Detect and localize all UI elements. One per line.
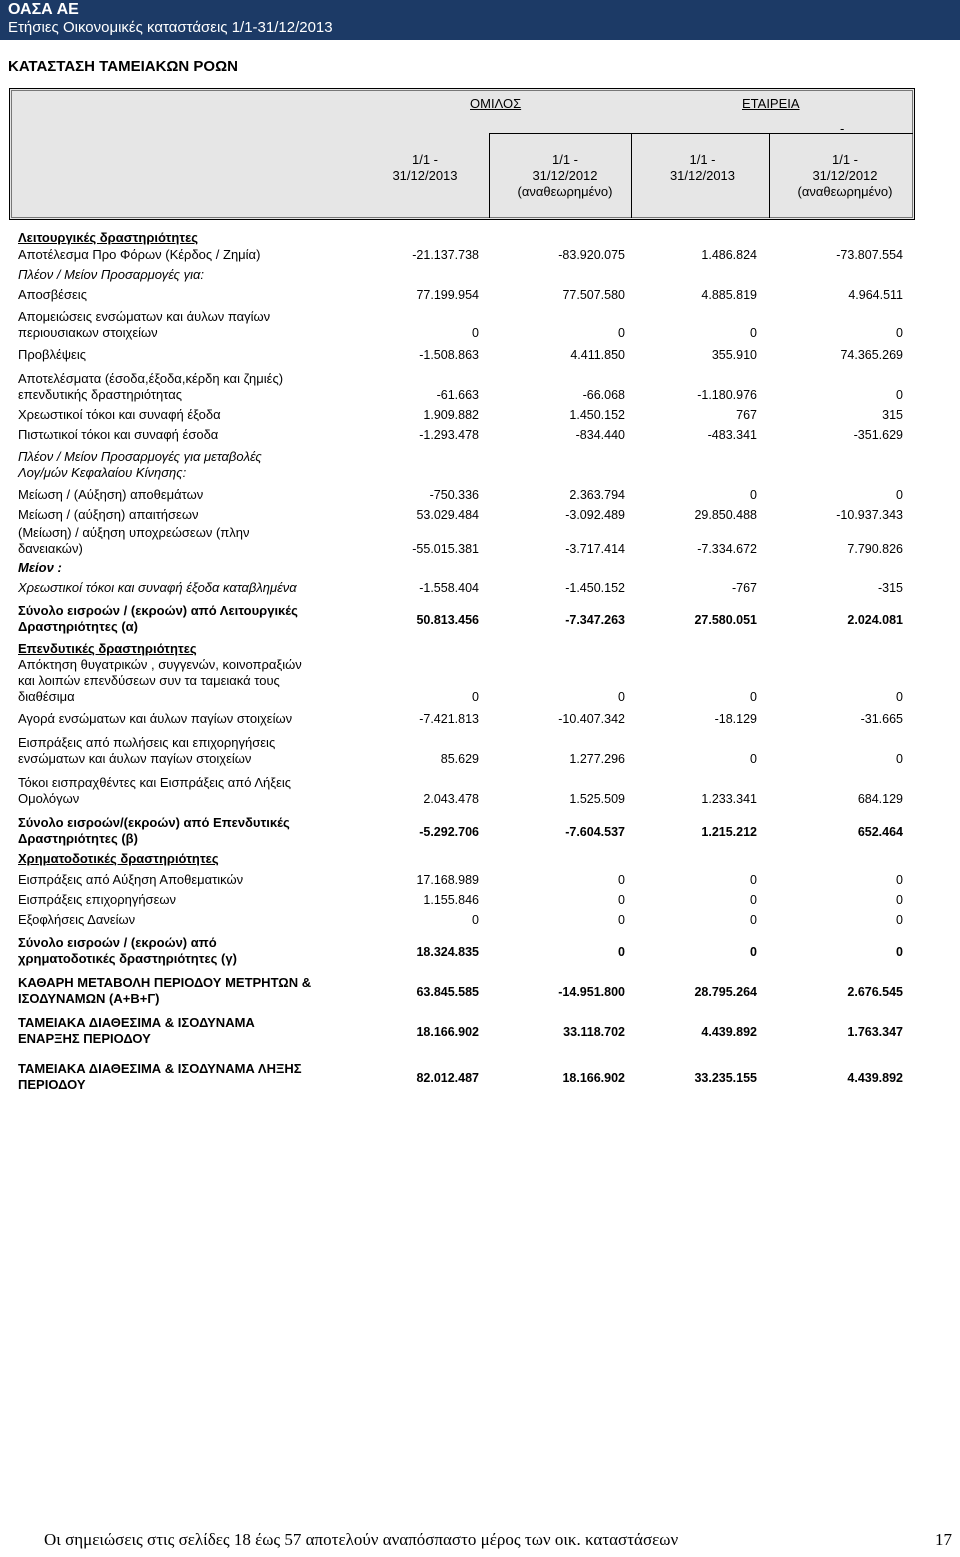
row-value: 4.411.850 bbox=[570, 348, 625, 362]
row-label bbox=[18, 1015, 255, 1047]
row-label-line: ΚΑΘΑΡΗ ΜΕΤΑΒΟΛΗ ΠΕΡΙΟΔΟΥ ΜΕΤΡΗΤΩΝ & bbox=[18, 975, 312, 990]
row-value: 7.790.826 bbox=[847, 542, 903, 556]
row-value: 0 bbox=[618, 893, 625, 907]
row-value: 0 bbox=[896, 326, 903, 340]
row-value: 85.629 bbox=[440, 752, 479, 766]
row-label bbox=[18, 407, 221, 423]
row-value: 4.964.511 bbox=[848, 288, 903, 302]
row-label-line: Χρεωστικοί τόκοι και συναφή έξοδα καταβλημένα bbox=[18, 580, 297, 595]
row-label-line: Προβλέψεις bbox=[18, 347, 87, 362]
row-value: -14.951.800 bbox=[558, 985, 625, 999]
row-value: 1.525.509 bbox=[569, 792, 625, 806]
row-value: 1.909.882 bbox=[423, 408, 479, 422]
row-value: -7.421.813 bbox=[419, 712, 479, 726]
group-header-company: ΕΤΑΙΡΕΙΑ bbox=[742, 96, 800, 111]
row-value: -3.717.414 bbox=[565, 542, 625, 556]
row-label bbox=[18, 872, 243, 888]
row-value: 767 bbox=[736, 408, 757, 422]
row-value: -750.336 bbox=[429, 488, 479, 502]
row-value: -1.450.152 bbox=[565, 581, 625, 595]
column-header-line: 31/12/2012 bbox=[812, 168, 878, 183]
row-value: 33.235.155 bbox=[694, 1071, 757, 1085]
report-subtitle: Ετήσιες Οικονομικές καταστάσεις 1/1-31/12/2013 bbox=[8, 19, 333, 36]
row-label-line: Αγορά ενσώματων και άυλων παγίων στοιχείων bbox=[18, 711, 293, 726]
column-header-2 bbox=[500, 152, 630, 200]
section-title: ΚΑΤΑΣΤΑΣΗ ΤΑΜΕΙΑΚΩΝ ΡΟΩΝ bbox=[8, 58, 238, 75]
row-value: 0 bbox=[618, 913, 625, 927]
row-value: 0 bbox=[896, 388, 903, 402]
row-label-line: Πλέον / Μείον Προσαρμογές για μεταβολές bbox=[18, 449, 262, 464]
row-label bbox=[18, 247, 260, 263]
row-label-line: επενδυτικής δραστηριότητας bbox=[18, 387, 182, 402]
row-value: 0 bbox=[618, 690, 625, 704]
row-label-line: ΙΣΟΔΥΝΑΜΩΝ (Α+Β+Γ) bbox=[18, 991, 160, 1006]
row-label-line: ΤΑΜΕΙΑΚΑ ΔΙΑΘΕΣΙΜΑ & ΙΣΟΔΥΝΑΜΑ ΛΗΞΗΣ bbox=[18, 1061, 302, 1076]
row-label-line: Δραστηριότητες (α) bbox=[18, 619, 138, 634]
row-label-line: Εισπράξεις επιχορηγήσεων bbox=[18, 892, 177, 907]
header-col-divider bbox=[489, 133, 490, 218]
row-value: -767 bbox=[731, 581, 757, 595]
row-label-line: ΠΕΡΙΟΔΟΥ bbox=[18, 1077, 86, 1092]
row-label-line: Εισπράξεις από Αύξηση Αποθεματικών bbox=[18, 872, 244, 887]
row-label-line: Λογ/μών Κεφαλαίου Κίνησης: bbox=[18, 465, 187, 480]
row-value: -351.629 bbox=[853, 428, 903, 442]
row-value: 0 bbox=[896, 488, 903, 502]
row-value: -1.293.478 bbox=[419, 428, 479, 442]
row-value: 4.439.892 bbox=[701, 1025, 757, 1039]
row-label bbox=[18, 487, 203, 503]
row-label-line: Απόκτηση θυγατρικών , συγγενών, κοινοπραξιών bbox=[18, 657, 302, 672]
row-value: 2.043.478 bbox=[423, 792, 479, 806]
row-value: -315 bbox=[877, 581, 903, 595]
row-value: -834.440 bbox=[575, 428, 625, 442]
column-header-line: 1/1 - bbox=[551, 152, 578, 167]
row-value: 0 bbox=[750, 873, 757, 887]
row-value: 1.155.846 bbox=[423, 893, 479, 907]
row-value: 0 bbox=[750, 690, 757, 704]
row-value: 0 bbox=[618, 873, 625, 887]
row-label-line: Αποτέλεσμα Προ Φόρων (Κέρδος / Ζημία) bbox=[18, 247, 261, 262]
row-label-line: Λειτουργικές δραστηριότητες bbox=[18, 230, 199, 245]
row-value: 0 bbox=[896, 945, 903, 959]
row-label bbox=[18, 735, 275, 767]
row-value: -73.807.554 bbox=[836, 248, 903, 262]
row-label bbox=[18, 935, 237, 967]
column-header-line: 1/1 - bbox=[831, 152, 858, 167]
group-header-group: ΟΜΙΛΟΣ bbox=[470, 96, 522, 111]
row-value: 18.166.902 bbox=[416, 1025, 479, 1039]
row-value: -10.937.343 bbox=[836, 508, 903, 522]
row-value: -7.334.672 bbox=[697, 542, 757, 556]
row-label bbox=[18, 1061, 302, 1093]
row-label bbox=[18, 427, 218, 443]
row-label bbox=[18, 580, 297, 596]
row-label bbox=[18, 815, 290, 847]
row-label-line: Μείωση / (Αύξηση) αποθεμάτων bbox=[18, 487, 204, 502]
row-value: -7.347.263 bbox=[565, 613, 625, 627]
row-value: 1.233.341 bbox=[701, 792, 757, 806]
row-value: -1.558.404 bbox=[419, 581, 479, 595]
row-value: 0 bbox=[472, 326, 479, 340]
column-header-line: 31/12/2013 bbox=[392, 168, 458, 183]
company-name: ΟΑΣΑ ΑΕ bbox=[8, 1, 79, 18]
row-value: -18.129 bbox=[714, 712, 757, 726]
row-value: 0 bbox=[750, 945, 757, 959]
row-label-line: χρηματοδοτικές δραστηριότητες (γ) bbox=[18, 951, 237, 966]
row-value: -61.663 bbox=[436, 388, 479, 402]
row-label-line: Σύνολο εισροών / (εκροών) από Λειτουργικές bbox=[18, 603, 298, 618]
row-label-line: (Μείωση) / αύξηση υποχρεώσεων (πλην bbox=[18, 525, 250, 540]
row-value: -1.180.976 bbox=[697, 388, 757, 402]
row-value: 4.439.892 bbox=[847, 1071, 903, 1085]
row-value: 1.763.347 bbox=[847, 1025, 903, 1039]
row-label bbox=[18, 347, 86, 363]
row-value: 33.118.702 bbox=[563, 1025, 625, 1039]
row-value: 77.199.954 bbox=[416, 288, 479, 302]
row-value: -10.407.342 bbox=[558, 712, 625, 726]
row-value: 50.813.456 bbox=[416, 613, 479, 627]
row-label-line: Εισπράξεις από πωλήσεις και επιχορηγήσεις bbox=[18, 735, 276, 750]
row-value: 2.676.545 bbox=[847, 985, 903, 999]
row-value: 1.450.152 bbox=[569, 408, 625, 422]
row-label-line: Σύνολο εισροών/(εκροών) από Επενδυτικές bbox=[18, 815, 290, 830]
row-label bbox=[18, 309, 270, 341]
row-value: 18.166.902 bbox=[562, 1071, 625, 1085]
row-value: 0 bbox=[472, 690, 479, 704]
column-header-line: 1/1 - bbox=[689, 152, 716, 167]
row-label-line: Χρεωστικοί τόκοι και συναφή έξοδα bbox=[18, 407, 221, 422]
row-value: -21.137.738 bbox=[412, 248, 479, 262]
row-value: 652.464 bbox=[857, 825, 903, 839]
column-header-line: (αναθεωρημένο) bbox=[797, 184, 893, 199]
row-label bbox=[18, 230, 198, 246]
row-value: 63.845.585 bbox=[416, 985, 479, 999]
row-value: -3.092.489 bbox=[565, 508, 625, 522]
row-label bbox=[18, 641, 197, 657]
row-value: 1.277.296 bbox=[569, 752, 625, 766]
row-value: 2.024.081 bbox=[847, 613, 903, 627]
row-value: 0 bbox=[896, 873, 903, 887]
row-value: 82.012.487 bbox=[416, 1071, 479, 1085]
column-header-1 bbox=[365, 152, 485, 184]
row-value: 1.215.212 bbox=[701, 825, 757, 839]
row-label-line: Δραστηριότητες (β) bbox=[18, 831, 138, 846]
row-value: -5.292.706 bbox=[419, 825, 479, 839]
row-label bbox=[18, 525, 250, 557]
row-value: -55.015.381 bbox=[412, 542, 479, 556]
row-label-line: ΕΝΑΡΞΗΣ ΠΕΡΙΟΔΟΥ bbox=[18, 1031, 151, 1046]
column-header-line: 1/1 - bbox=[411, 152, 438, 167]
header-col-divider bbox=[769, 133, 770, 218]
row-value: 0 bbox=[750, 326, 757, 340]
row-label bbox=[18, 851, 219, 867]
column-header-line: 31/12/2013 bbox=[669, 168, 736, 183]
row-value: -7.604.537 bbox=[565, 825, 625, 839]
row-label-line: και λοιπών επενδύσεων συν τα ταμειακά τους bbox=[18, 673, 280, 688]
row-label-line: Τόκοι εισπραχθέντες και Εισπράξεις από Λήξεις bbox=[18, 775, 292, 790]
row-value: 315 bbox=[882, 408, 903, 422]
row-label-line: Μείον : bbox=[18, 560, 62, 575]
row-label-line: ενσώματων και άυλων παγίων στοιχείων bbox=[18, 751, 252, 766]
row-label-line: Ομολόγων bbox=[18, 791, 80, 806]
row-label bbox=[18, 657, 302, 705]
row-value: 0 bbox=[896, 913, 903, 927]
row-label bbox=[18, 507, 199, 523]
row-label-line: Μείωση / (αύξηση) απαιτήσεων bbox=[18, 507, 199, 522]
footer-note: Οι σημειώσεις στις σελίδες 18 έως 57 αποτελούν αναπόσπαστο μέρος των οικ. καταστάσεων bbox=[44, 1530, 679, 1549]
row-value: 0 bbox=[896, 690, 903, 704]
column-header-line: 31/12/2012 bbox=[532, 168, 598, 183]
page-number: 17 bbox=[935, 1530, 952, 1549]
row-value: 17.168.989 bbox=[416, 873, 479, 887]
row-value: 2.363.794 bbox=[569, 488, 625, 502]
row-value: 53.029.484 bbox=[416, 508, 479, 522]
row-label-line: Απομειώσεις ενσώματων και άυλων παγίων bbox=[18, 309, 271, 324]
row-value: 18.324.835 bbox=[416, 945, 479, 959]
row-value: 0 bbox=[472, 913, 479, 927]
header-col-divider bbox=[631, 133, 632, 218]
row-label-line: περιουσιακων στοιχείων bbox=[18, 325, 158, 340]
row-value: 0 bbox=[896, 893, 903, 907]
column-header-3 bbox=[640, 152, 765, 184]
row-value: -1.508.863 bbox=[419, 348, 479, 362]
row-value: 0 bbox=[750, 488, 757, 502]
row-value: -66.068 bbox=[582, 388, 625, 402]
column-header-line: (αναθεωρημένο) bbox=[517, 184, 613, 199]
row-value: 684.129 bbox=[857, 792, 903, 806]
row-value: 74.365.269 bbox=[840, 348, 903, 362]
header-dash: - bbox=[840, 121, 845, 136]
row-label bbox=[18, 560, 62, 576]
row-value: -483.341 bbox=[707, 428, 757, 442]
row-label-line: Χρηματοδοτικές δραστηριότητες bbox=[18, 851, 219, 866]
row-value: 28.795.264 bbox=[694, 985, 757, 999]
row-label-line: Πιστωτικοί τόκοι και συναφή έσοδα bbox=[18, 427, 219, 442]
row-label bbox=[18, 912, 135, 928]
row-label bbox=[18, 287, 87, 303]
row-value: 77.507.580 bbox=[562, 288, 625, 302]
row-value: 0 bbox=[750, 752, 757, 766]
row-value: 0 bbox=[618, 326, 625, 340]
row-value: 0 bbox=[750, 893, 757, 907]
row-label-line: Σύνολο εισροών / (εκροών) από bbox=[18, 935, 217, 950]
row-label-line: Εξοφλήσεις Δανείων bbox=[18, 912, 136, 927]
row-label bbox=[18, 711, 292, 727]
row-label-line: Αποτελέσματα (έσοδα,έξοδα,κέρδη και ζημιές) bbox=[18, 371, 284, 386]
row-value: -31.665 bbox=[860, 712, 903, 726]
row-label-line: δανειακών) bbox=[18, 541, 83, 556]
row-label-line: διαθέσιμα bbox=[18, 689, 75, 704]
row-value: 0 bbox=[750, 913, 757, 927]
row-label-line: ΤΑΜΕΙΑΚΑ ΔΙΑΘΕΣΙΜΑ & ΙΣΟΔΥΝΑΜΑ bbox=[18, 1015, 255, 1030]
row-value: 0 bbox=[618, 945, 625, 959]
column-header-4 bbox=[780, 152, 910, 200]
row-label bbox=[18, 603, 298, 635]
row-value: 29.850.488 bbox=[694, 508, 757, 522]
row-label bbox=[18, 371, 283, 403]
row-label bbox=[18, 449, 262, 481]
row-value: 355.910 bbox=[711, 348, 757, 362]
row-label-line: Επενδυτικές δραστηριότητες bbox=[18, 641, 197, 656]
row-label bbox=[18, 267, 204, 283]
row-label-line: Πλέον / Μείον Προσαρμογές για: bbox=[18, 267, 204, 282]
row-label bbox=[18, 975, 311, 1007]
row-value: -83.920.075 bbox=[558, 248, 625, 262]
row-label bbox=[18, 775, 291, 807]
row-value: 27.580.051 bbox=[694, 613, 757, 627]
row-value: 0 bbox=[896, 752, 903, 766]
header-divider bbox=[489, 133, 913, 134]
row-label-line: Αποσβέσεις bbox=[18, 287, 87, 302]
row-value: 1.486.824 bbox=[701, 248, 757, 262]
row-value: 4.885.819 bbox=[701, 288, 757, 302]
row-label bbox=[18, 892, 176, 908]
